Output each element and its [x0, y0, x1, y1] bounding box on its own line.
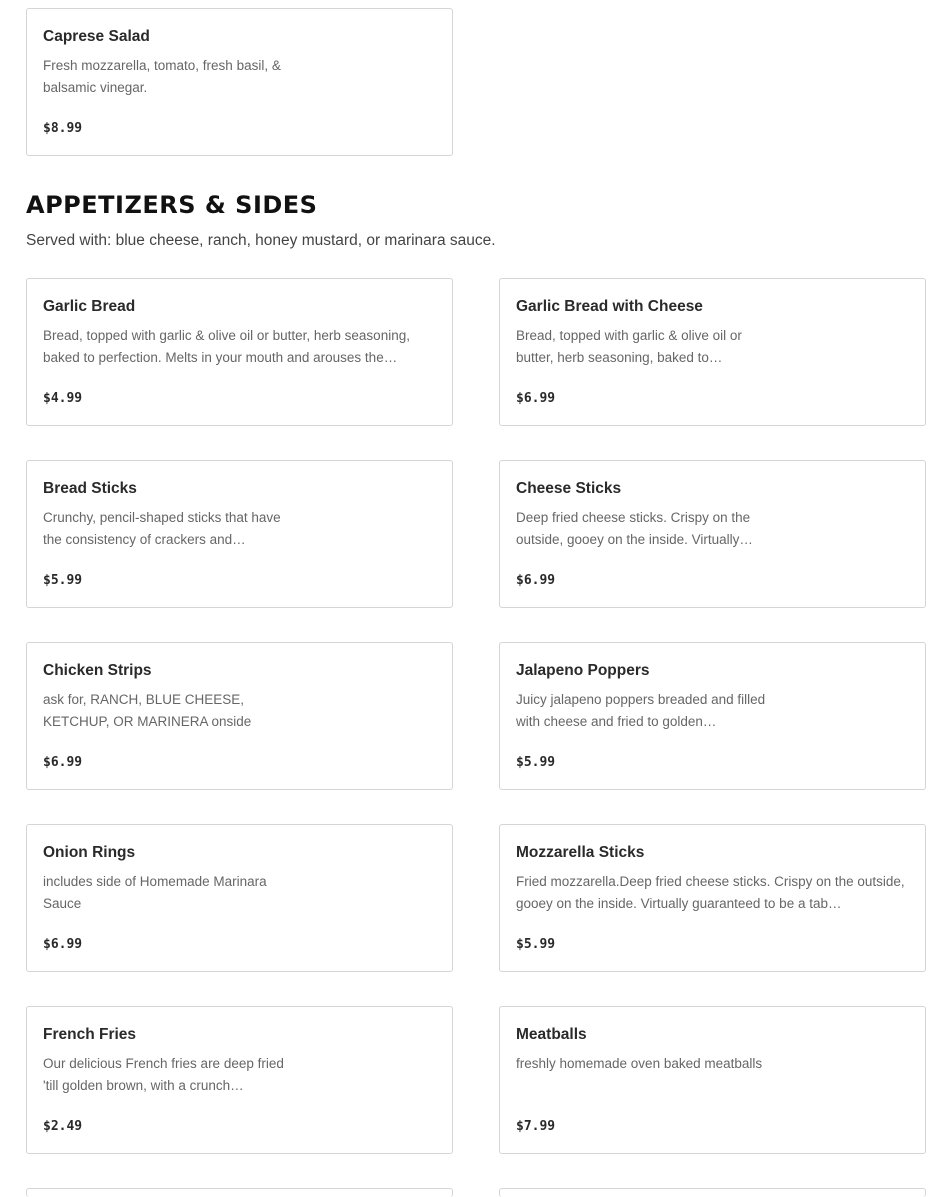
- menu-item-card[interactable]: [26, 1188, 453, 1197]
- menu-item-description: includes side of Homemade Marinara Sauce: [43, 874, 267, 911]
- menu-item-price: $2.49: [43, 1119, 83, 1134]
- menu-item-description: ask for, RANCH, BLUE CHEESE, KETCHUP, OR MARINERA onside: [43, 692, 252, 729]
- menu-item-name: Bread Sticks: [43, 480, 137, 497]
- menu-item-description: Fried mozzarella.Deep fried cheese sticks. Crispy on the outside, gooey on the inside. Virtually guaranteed to be a tab…: [516, 874, 905, 911]
- menu-item-description: Crunchy, pencil-shaped sticks that have the consistency of crackers and…: [43, 510, 281, 547]
- section-note: Served with: blue cheese, ranch, honey mustard, or marinara sauce.: [26, 232, 496, 249]
- menu-item-price: $6.99: [516, 391, 556, 406]
- menu-item-card[interactable]: [499, 460, 926, 608]
- menu-item-card[interactable]: [499, 1006, 926, 1154]
- menu-item-name: Chicken Strips: [43, 662, 152, 679]
- menu-item-name: Mozzarella Sticks: [516, 844, 645, 861]
- menu-item-card[interactable]: [26, 1006, 453, 1154]
- menu-item-description: freshly homemade oven baked meatballs: [516, 1056, 763, 1071]
- menu-item-name: Garlic Bread: [43, 298, 136, 315]
- menu-item-description: Bread, topped with garlic & olive oil or butter, herb seasoning, baked to perfection. Melts in your mouth and arouses the…: [43, 328, 410, 365]
- menu-item-name: Jalapeno Poppers: [516, 662, 650, 679]
- menu-item-description: Juicy jalapeno poppers breaded and filled with cheese and fried to golden…: [516, 692, 766, 729]
- menu-item-price: $4.99: [43, 391, 83, 406]
- menu-item-price: $5.99: [43, 573, 83, 588]
- menu-item-description: Fresh mozzarella, tomato, fresh basil, & balsamic vinegar.: [43, 58, 281, 95]
- menu-item-name: Cheese Sticks: [516, 480, 622, 497]
- menu-item-card[interactable]: [499, 642, 926, 790]
- menu-item-card[interactable]: [26, 460, 453, 608]
- menu-item-card[interactable]: [499, 278, 926, 426]
- menu-item-card[interactable]: [26, 824, 453, 972]
- menu-item-name: Onion Rings: [43, 844, 136, 861]
- menu-item-price: $5.99: [516, 937, 556, 952]
- menu-item-name: Meatballs: [516, 1026, 587, 1043]
- menu-item-price: $6.99: [43, 937, 83, 952]
- menu-item-price: $8.99: [43, 121, 83, 136]
- menu-item-name: Garlic Bread with Cheese: [516, 298, 703, 315]
- menu-item-description: Bread, topped with garlic & olive oil or butter, herb seasoning, baked to…: [516, 328, 742, 365]
- menu-item-card[interactable]: [499, 824, 926, 972]
- menu-item-description: Deep fried cheese sticks. Crispy on the outside, gooey on the inside. Virtually…: [516, 510, 753, 547]
- menu-item-card[interactable]: [26, 8, 453, 156]
- menu-item-price: $6.99: [43, 755, 83, 770]
- menu-item-price: $6.99: [516, 573, 556, 588]
- menu-item-card[interactable]: [26, 278, 453, 426]
- menu-item-card[interactable]: [499, 1188, 926, 1197]
- menu-item-name: Caprese Salad: [43, 28, 150, 45]
- menu-item-description: Our delicious French fries are deep fried 'till golden brown, with a crunch…: [43, 1056, 284, 1093]
- menu-item-price: $7.99: [516, 1119, 556, 1134]
- section-title: APPETIZERS & SIDES: [26, 191, 318, 219]
- menu-item-name: French Fries: [43, 1026, 137, 1043]
- menu-item-card[interactable]: [26, 642, 453, 790]
- menu-item-price: $5.99: [516, 755, 556, 770]
